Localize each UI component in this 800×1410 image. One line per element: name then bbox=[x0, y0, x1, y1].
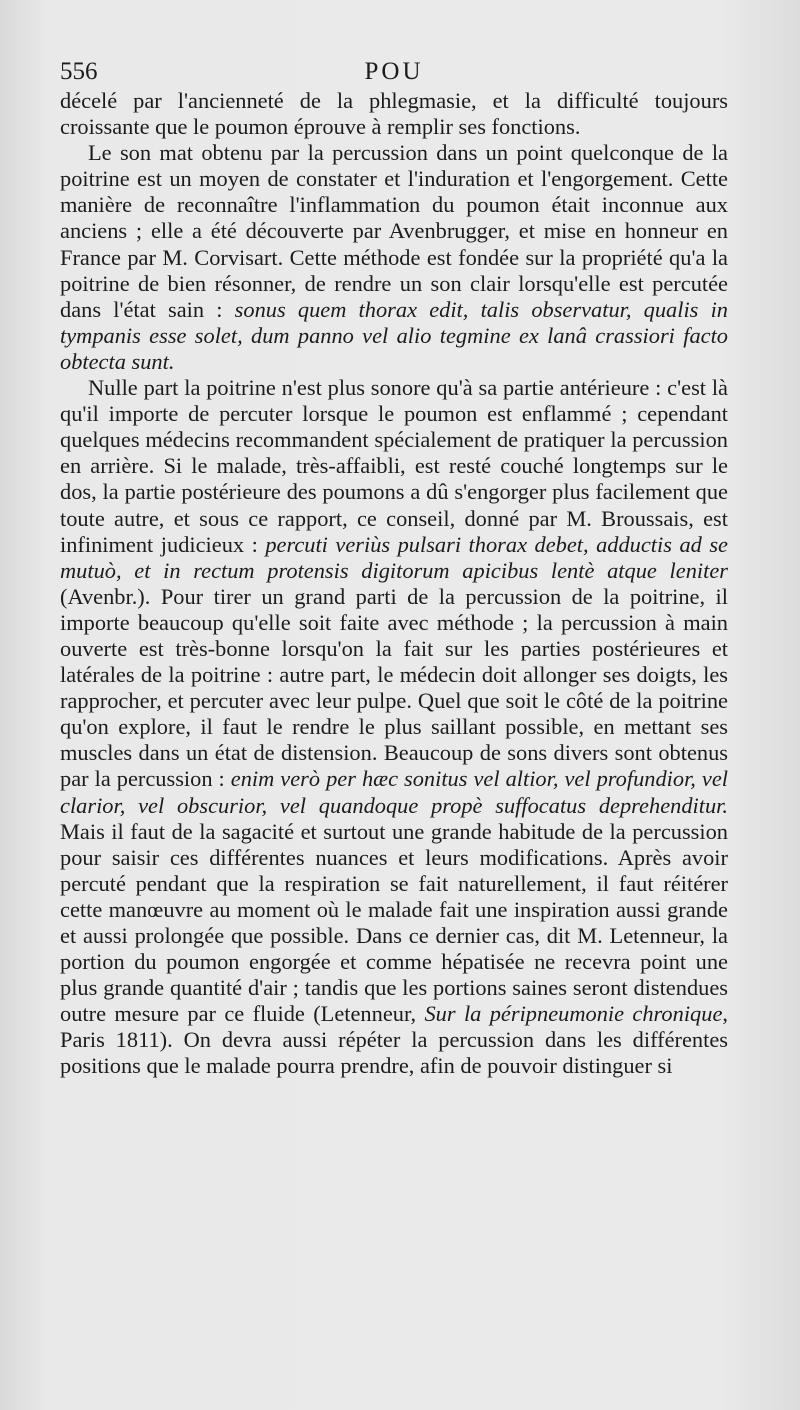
paragraph-percussion-technique bbox=[60, 375, 728, 1080]
text-span: (Avenbr.). Pour tirer un grand parti de la percussion de la poitrine, il importe beaucoup qu'elle soit faite avec méthode ; la percussion à main ouverte est très-bonne lorsqu'on la fait sur les parties postérieures et latérales de la poitrine : autre part, le médecin doit allonger ses doigts, les rapprocher, et percuter avec leur pulpe. Quel que soit le côté de la poitrine qu'on explore, il faut le rendre le plus saillant possible, en mettant ses muscles dans un état de distension. Beaucoup de sons divers sont obtenus par la percussion : bbox=[60, 583, 728, 792]
body-text bbox=[60, 88, 728, 1080]
page-number: 556 bbox=[60, 58, 98, 85]
paragraph-percussion-method bbox=[60, 140, 728, 375]
running-head bbox=[60, 58, 728, 92]
cited-work-title: Sur la péripneumonie chronique bbox=[424, 1001, 723, 1027]
latin-quotation: sonus quem thorax edit, talis observatur, qualis in tympanis esse solet, dum panno vel alio tegmine ex lanâ crassiori facto obtecta sunt. bbox=[60, 296, 728, 374]
running-title: POU bbox=[364, 58, 424, 85]
text-span: , Paris 1811). On devra aussi répéter la percussion dans les différentes positions que le malade pourra prendre, afin de pouvoir distinguer si bbox=[60, 1001, 728, 1079]
text-span: Nulle part la poitrine n'est plus sonore qu'à sa partie antérieure : c'est là qu'il importe de percuter lorsque le poumon est enflammé ; cependant quelques médecins recommandent spécialement de pratiquer la percussion en arrière. Si le malade, très-affaibli, est resté couché longtemps sur le dos, la partie postérieure des poumons a dû s'engorger plus facilement que toute autre, et sous ce rapport, ce conseil, donné par M. Broussais, est infiniment judicieux : bbox=[60, 375, 728, 557]
paragraph-continuation bbox=[60, 88, 728, 140]
text-span: Le son mat obtenu par la percussion dans un point quelconque de la poitrine est un moyen de constater et l'induration et l'engorgement. Cette manière de reconnaître l'inflammation du poumon était inconnue aux anciens ; elle a été découverte par Avenbrugger, et mise en honneur en France par M. Corvisart. Cette méthode est fondée sur la propriété qu'a la poitrine de bien résonner, de rendre un son clair lorsqu'elle est percutée dans l'état sain : bbox=[60, 140, 728, 322]
latin-quotation: percuti veriùs pulsari thorax debet, adductis ad se mutuò, et in rectum protensis digitorum apicibus lentè atque leniter bbox=[60, 531, 728, 583]
text-span: Mais il faut de la sagacité et surtout une grande habitude de la percussion pour saisir ces différentes nuances et leurs modifications. Après avoir percuté pendant que la respiration se fait naturellement, il faut réitérer cette manœuvre au moment où le malade fait une inspiration aussi grande et aussi prolongée que possible. Dans ce dernier cas, dit M. Letenneur, la portion du poumon engorgée et comme hépatisée ne recevra point une plus grande quantité d'air ; tandis que les portions saines seront distendues outre mesure par ce fluide (Letenneur, bbox=[60, 818, 728, 1027]
latin-quotation: enim verò per hæc sonitus vel altior, vel profundior, vel clarior, vel obscurior, vel quandoque propè suffocatus deprehenditur. bbox=[60, 766, 728, 818]
text-span: décelé par l'ancienneté de la phlegmasie, et la difficulté toujours croissante que le poumon éprouve à remplir ses fonctions. bbox=[60, 88, 728, 140]
